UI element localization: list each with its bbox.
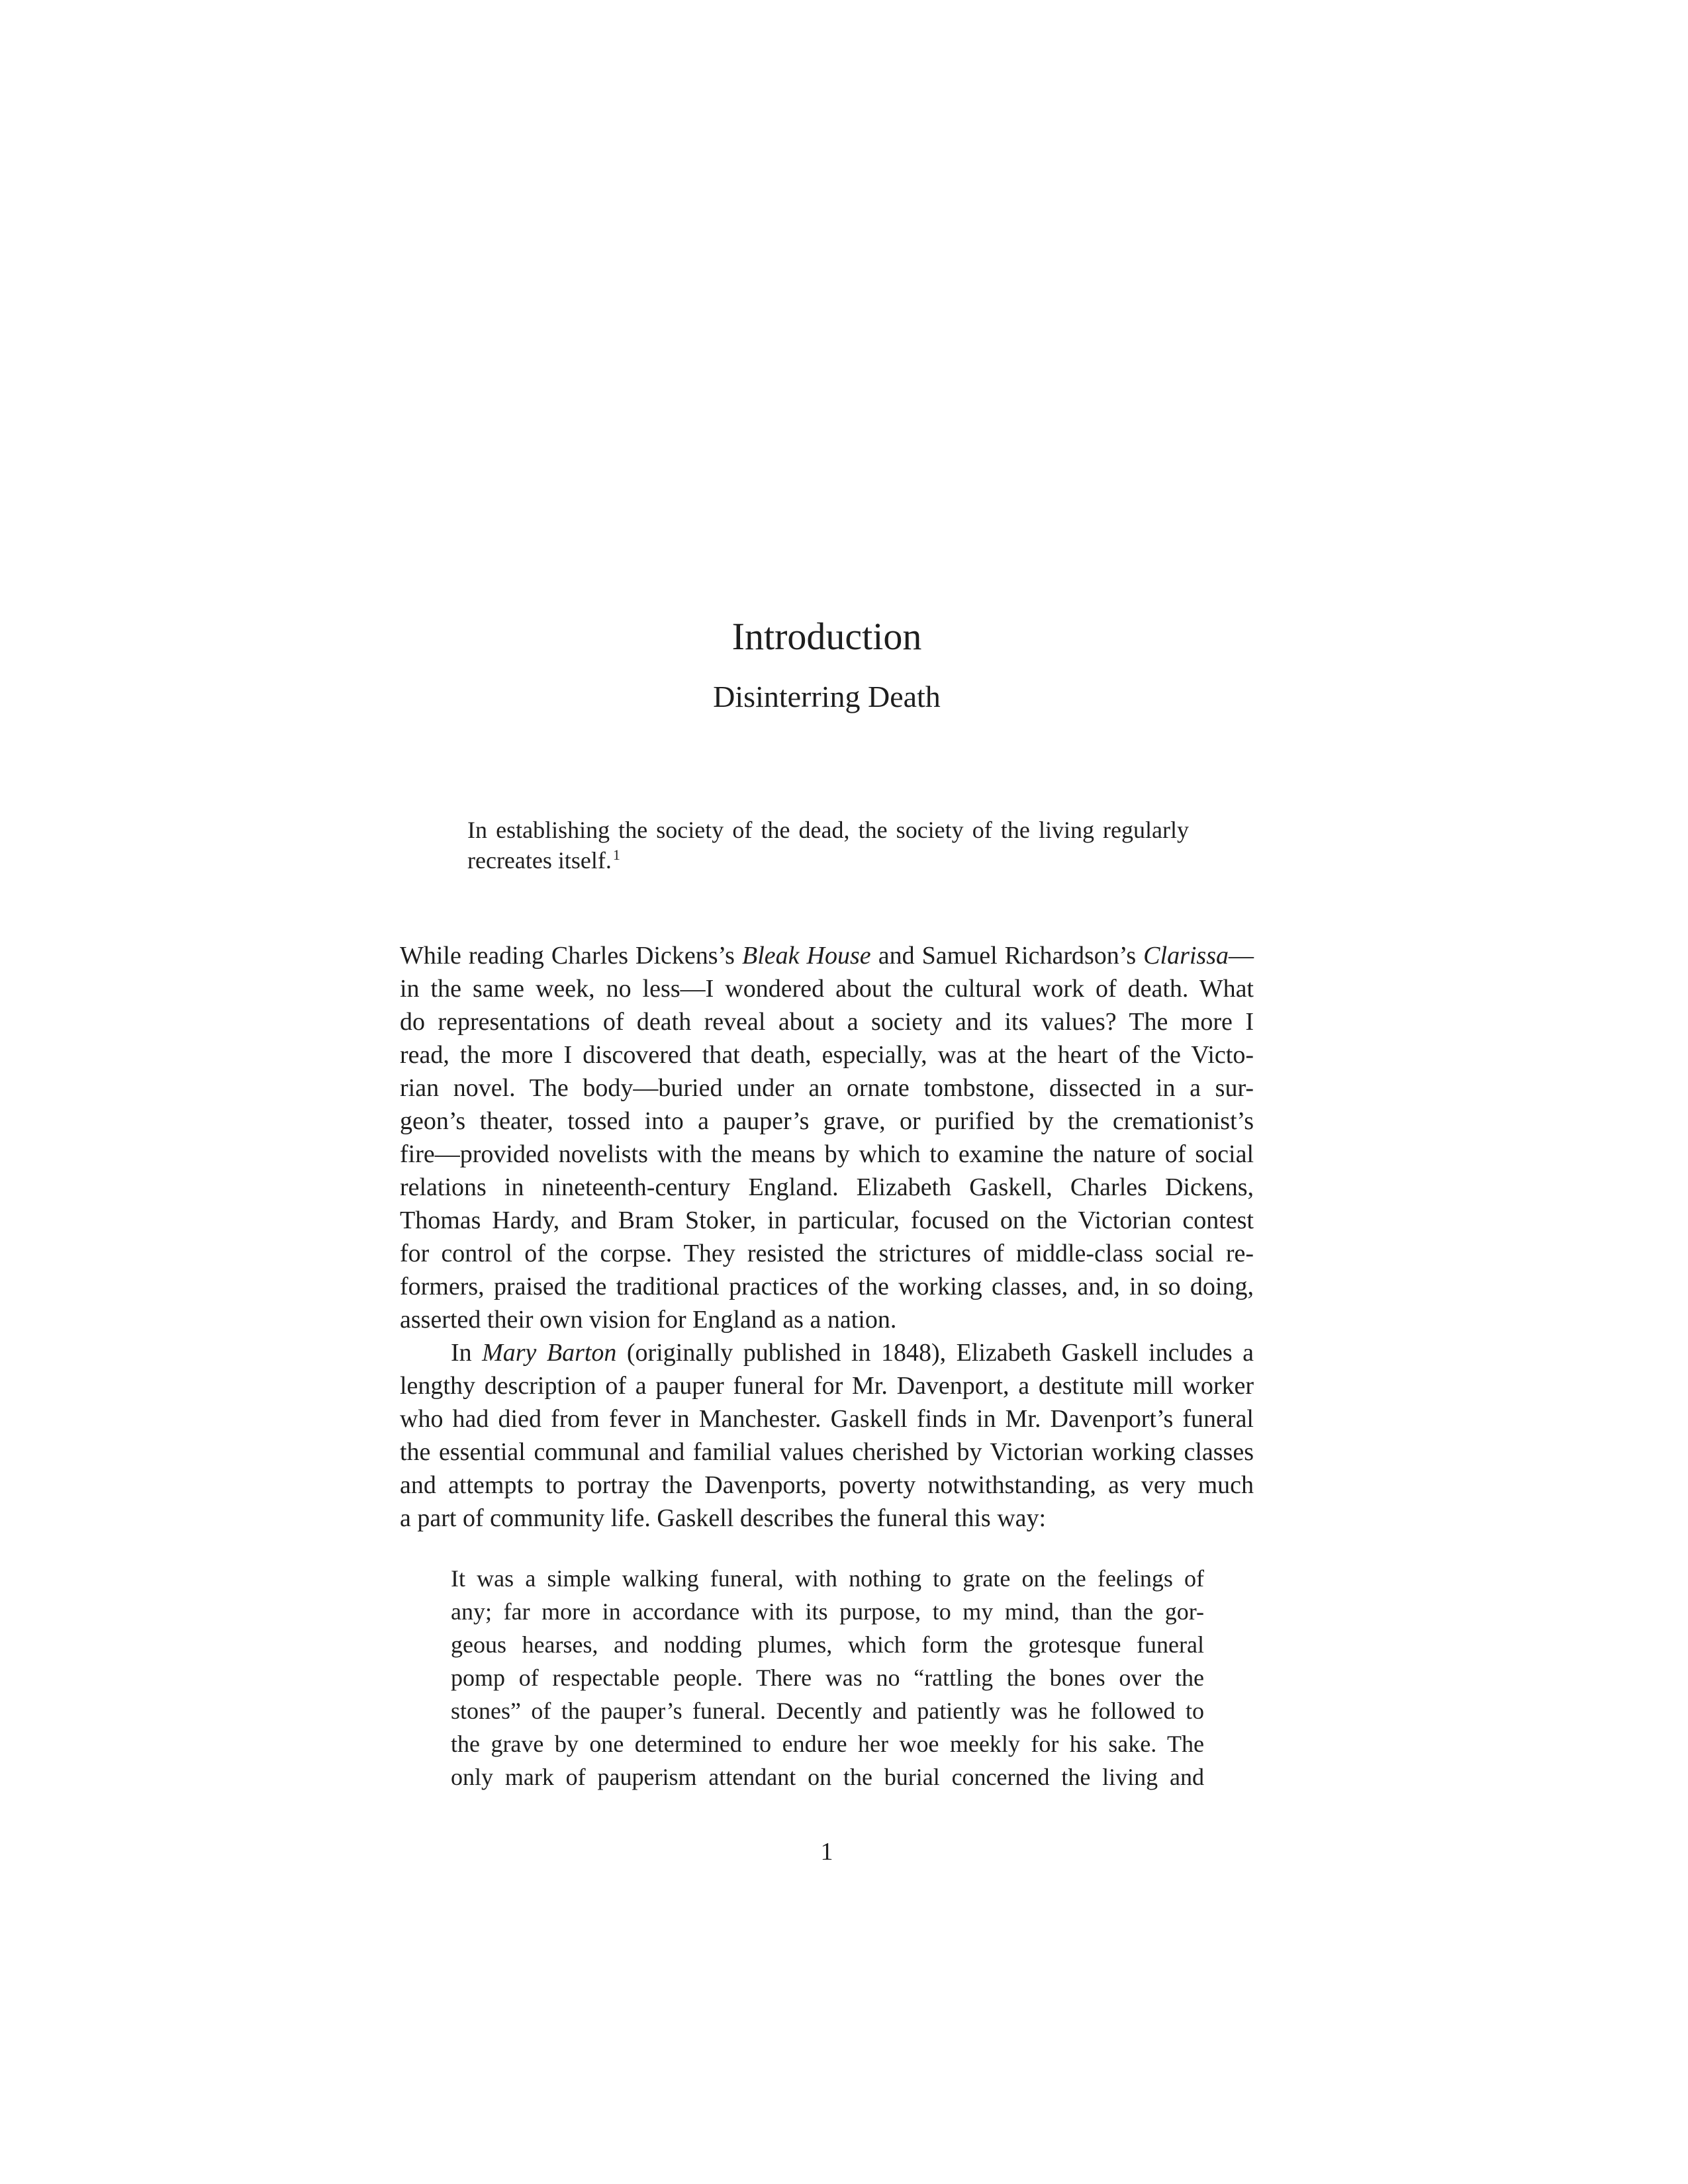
quote-line: any; far more in accordance with its purpose, to my mind, than the gor- — [451, 1598, 1204, 1625]
body-line: in the same week, no less—I wondered about the cultural work of death. What — [400, 975, 1254, 1003]
chapter-title: Introduction — [731, 615, 922, 658]
text-run: In — [451, 1339, 483, 1367]
quote-line: pomp of respectable people. There was no “rattling the bones over the — [451, 1664, 1204, 1691]
quote-line: the grave by one determined to endure her woe meekly for his sake. The — [451, 1731, 1204, 1757]
body-line: lengthy description of a pauper funeral for Mr. Davenport, a destitute mill worker — [400, 1372, 1254, 1400]
body-line: rian novel. The body—buried under an ornate tombstone, dissected in a sur- — [400, 1074, 1254, 1102]
quote-line: It was a simple walking funeral, with nothing to grate on the feelings of — [451, 1565, 1204, 1592]
epigraph-line: In establishing the society of the dead, the society of the living regularly — [467, 817, 1189, 843]
page-number: 1 — [820, 1838, 833, 1866]
body-line: a part of community life. Gaskell describes the funeral this way: — [400, 1504, 1047, 1532]
book-title: Mary Barton — [482, 1339, 617, 1367]
quote-line: only mark of pauperism attendant on the burial concerned the living and — [451, 1764, 1204, 1790]
book-title: Bleak House — [741, 942, 871, 970]
body-line: formers, praised the traditional practices of the working classes, and, in so doing, — [400, 1273, 1254, 1300]
epigraph — [467, 815, 1189, 876]
chapter-subtitle: Disinterring Death — [713, 680, 941, 713]
text-run: — — [1229, 942, 1254, 970]
body-line: Thomas Hardy, and Bram Stoker, in particular, focused on the Victorian contest — [400, 1206, 1254, 1234]
book-title: Clarissa — [1143, 942, 1229, 970]
quote-line: stones” of the pauper’s funeral. Decently and patiently was he followed to — [451, 1698, 1204, 1724]
footnote-ref: 1 — [612, 846, 620, 863]
paragraph — [400, 1336, 1254, 1535]
body-line: for control of the corpse. They resisted the strictures of middle-class social re- — [400, 1240, 1254, 1267]
body-line: who had died from fever in Manchester. Gaskell finds in Mr. Davenport’s funeral — [400, 1405, 1254, 1433]
body-line: relations in nineteenth-century England. Elizabeth Gaskell, Charles Dickens, — [400, 1173, 1254, 1201]
epigraph-line-text: recreates itself. — [467, 847, 612, 874]
text-run: (originally published in 1848), Elizabeth Gaskell includes a — [616, 1339, 1254, 1367]
text-run: While reading Charles Dickens’s — [400, 942, 742, 970]
paragraph — [400, 939, 1254, 1336]
block-quote — [451, 1562, 1204, 1794]
quote-line: geous hearses, and nodding plumes, which form the grotesque funeral — [451, 1631, 1204, 1658]
body-line: the essential communal and familial values cherished by Victorian working classes — [400, 1438, 1254, 1466]
body-line — [400, 939, 1254, 972]
body-line: read, the more I discovered that death, especially, was at the heart of the Victo- — [400, 1041, 1254, 1069]
epigraph-line — [467, 845, 1189, 876]
body-line: geon’s theater, tossed into a pauper’s grave, or purified by the cremationist’s — [400, 1107, 1254, 1135]
body-line: asserted their own vision for England as a nation. — [400, 1306, 897, 1334]
body-line: do representations of death reveal about a society and its values? The more I — [400, 1008, 1254, 1036]
text-run: and Samuel Richardson’s — [870, 942, 1144, 970]
body-text — [400, 939, 1254, 1535]
body-line: and attempts to portray the Davenports, poverty notwithstanding, as very much — [400, 1471, 1254, 1499]
body-line — [400, 1336, 1254, 1369]
body-line: fire—provided novelists with the means by which to examine the nature of social — [400, 1140, 1254, 1168]
